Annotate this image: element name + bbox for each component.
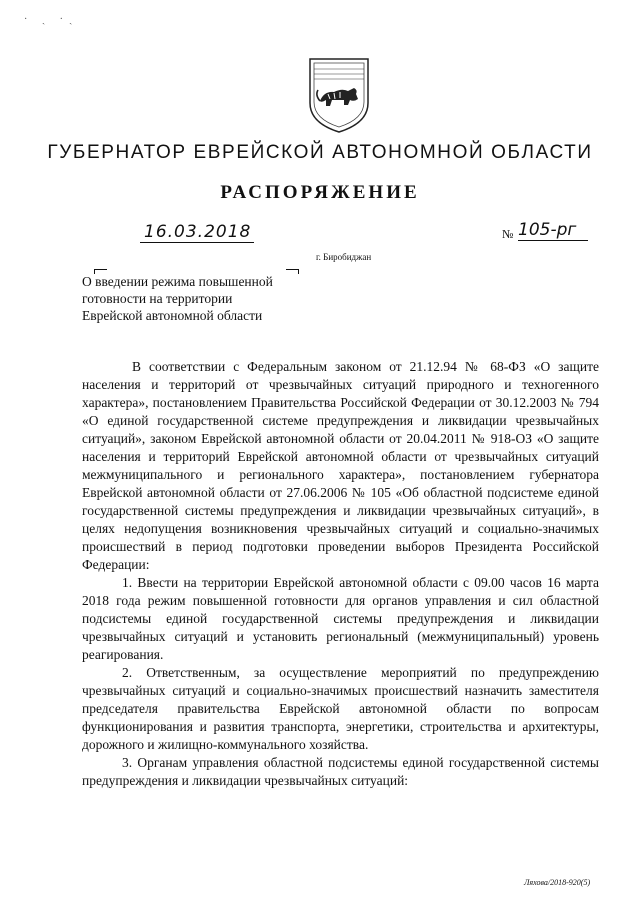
subject-bracket-left (94, 269, 107, 274)
tiger-coat-of-arms-icon (304, 55, 374, 135)
scan-marks: · ˏ ·ˏ (24, 14, 79, 25)
issuer-title: ГУБЕРНАТОР ЕВРЕЙСКОЙ АВТОНОМНОЙ ОБЛАСТИ (47, 142, 593, 163)
clause-3: 3. Органам управления областной подсистемы единой государственной системы предупреждения и ликвидации чрезвычайных ситуаций: (82, 755, 599, 788)
number-label: № (502, 227, 514, 241)
clause-1: 1. Ввести на территории Еврейской автономной области с 09.00 часов 16 марта 2018 года режим повышенной готовности для органов управления и сил областной подсистемы единой государственной системы предупреждения и ликвидации чрезвычайных ситуаций и установить региональный (межмуниципальный) уровень реагирования. (82, 575, 599, 662)
subject-line: Еврейской автономной области (82, 308, 263, 323)
footer-code: Ляхова/2018-920(5) (524, 878, 591, 887)
document-subject (82, 273, 322, 324)
clause-2: 2. Ответственным, за осуществление мероприятий по предупреждению чрезвычайных ситуаций и социально-значимых происшествий назначить заместителя председателя правительства Еврейской автономной области по вопросам функционирования и развития транспорта, энергетики, строительства и архитектуры, дорожного и жилищно-коммунального хозяйства. (82, 665, 599, 752)
document-date: 16.03.2018 (140, 222, 254, 243)
preamble-paragraph: В соответствии с Федеральным законом от 21.12.94 № 68-ФЗ «О защите населения и территорий от чрезвычайных ситуаций природного и техногенного характера», постановлением Правительства Российской Федерации от 30.12.2003 № 794 «О единой государственной системе предупреждения и ликвидации чрезвычайных ситуаций», законом Еврейской автономной области от 20.04.2011 № 918-ОЗ «О защите населения и территорий Еврейской автономной области от чрезвычайных ситуаций межмуниципального и регионального характера», постановлением губернатора Еврейской автономной области от 27.06.2006 № 105 «Об областной подсистеме единой государственной системы предупреждения и ликвидации чрезвычайных ситуаций», в целях недопущения возникновения чрезвычайных ситуаций и социально-значимых происшествий в период подготовки проведении выборов Президента Российской Федерации: (82, 359, 599, 572)
document-type: РАСПОРЯЖЕНИЕ (220, 182, 420, 203)
subject-line: О введении режима повышенной (82, 274, 273, 289)
subject-line: готовности на территории (82, 291, 233, 306)
document-body (82, 358, 599, 790)
city: г. Биробиджан (316, 252, 372, 262)
subject-bracket-right (286, 269, 299, 274)
document-number: 105-рг (518, 220, 588, 241)
